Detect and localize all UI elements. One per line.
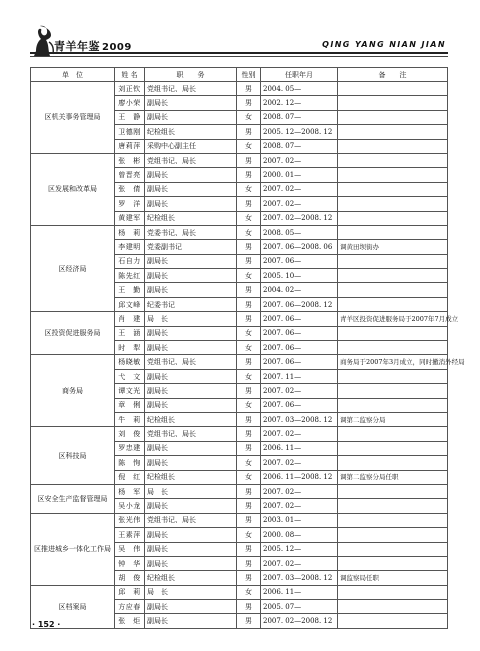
note (338, 384, 448, 398)
term-of-office: 2007. 02— (261, 484, 338, 498)
position: 党组书记、局长 (145, 153, 237, 167)
person-name: 牛 莉 (115, 412, 145, 426)
latin-title: QING YANG NIAN JIAN (322, 40, 446, 49)
note: 调监察局任职 (338, 571, 448, 585)
term-of-office: 2000. 01— (261, 168, 338, 182)
note: 调第二监察分局任职 (338, 470, 448, 484)
term-of-office: 2007. 02— (261, 384, 338, 398)
unit-name: 区投资促进服务局 (31, 312, 115, 355)
position: 副局长 (145, 326, 237, 340)
sex: 男 (237, 542, 261, 556)
term-of-office: 2008. 07— (261, 110, 338, 124)
term-of-office: 2007. 11— (261, 369, 338, 383)
unit-name: 区发展和改革局 (31, 153, 115, 225)
person-name: 杨 军 (115, 484, 145, 498)
note (338, 254, 448, 268)
sex: 男 (237, 125, 261, 139)
column-header-unit: 单 位 (31, 68, 115, 82)
term-of-office: 2005. 12—2008. 12 (261, 125, 338, 139)
table-row (31, 427, 448, 441)
term-of-office: 2007. 06— (261, 254, 338, 268)
note (338, 269, 448, 283)
note (338, 82, 448, 96)
sex: 男 (237, 484, 261, 498)
person-name: 邱文峰 (115, 297, 145, 311)
table-row (31, 82, 448, 96)
page-number: · 152 · (32, 620, 61, 629)
sex: 女 (237, 110, 261, 124)
person-name: 陈先红 (115, 269, 145, 283)
unit-name: 区经济局 (31, 225, 115, 311)
unit-name: 商务局 (31, 355, 115, 427)
person-name: 卫德刚 (115, 125, 145, 139)
person-name: 刘正钦 (115, 82, 145, 96)
sex: 男 (237, 283, 261, 297)
term-of-office: 2008. 05— (261, 225, 338, 239)
sex: 男 (237, 240, 261, 254)
sex: 女 (237, 398, 261, 412)
person-name: 张光伟 (115, 513, 145, 527)
position: 党组书记、局长 (145, 355, 237, 369)
position: 副局长 (145, 269, 237, 283)
table-header-row (31, 68, 448, 82)
sex: 男 (237, 153, 261, 167)
term-of-office: 2007. 06— (261, 326, 338, 340)
term-of-office: 2000. 08— (261, 528, 338, 542)
position: 副局长 (145, 441, 237, 455)
sex: 女 (237, 182, 261, 196)
sex: 男 (237, 82, 261, 96)
term-of-office: 2007. 02—2008. 12 (261, 211, 338, 225)
table-body (31, 82, 465, 629)
sex: 女 (237, 225, 261, 239)
position: 纪检组长 (145, 211, 237, 225)
sex: 男 (237, 571, 261, 585)
note (338, 398, 448, 412)
unit-name: 区科技局 (31, 427, 115, 485)
person-name: 王 勤 (115, 283, 145, 297)
note (338, 499, 448, 513)
sex: 男 (237, 427, 261, 441)
sex: 男 (237, 312, 261, 326)
person-name: 石自力 (115, 254, 145, 268)
logo-title: 青羊年鉴 (54, 40, 100, 53)
note (338, 153, 448, 167)
position: 党委书记、局长 (145, 225, 237, 239)
position: 副局长 (145, 197, 237, 211)
position: 党组书记、局长 (145, 82, 237, 96)
person-name: 罗 洋 (115, 197, 145, 211)
position: 副局长 (145, 398, 237, 412)
person-name: 邱 莉 (115, 585, 145, 599)
sex: 女 (237, 470, 261, 484)
term-of-office: 2006. 11— (261, 441, 338, 455)
person-name: 章 俐 (115, 398, 145, 412)
sex: 男 (237, 254, 261, 268)
note (338, 211, 448, 225)
person-name: 曾晋亮 (115, 168, 145, 182)
sex: 女 (237, 456, 261, 470)
sex: 男 (237, 499, 261, 513)
table-row (31, 312, 448, 326)
column-header-position: 职 务 (145, 68, 237, 82)
person-name: 杨晓敏 (115, 355, 145, 369)
note (338, 369, 448, 383)
sex: 男 (237, 556, 261, 570)
term-of-office: 2007. 02— (261, 153, 338, 167)
note (338, 441, 448, 455)
note (338, 125, 448, 139)
officials-roster-table (30, 67, 465, 629)
position: 纪检组长 (145, 571, 237, 585)
position: 采购中心副主任 (145, 139, 237, 153)
sex: 女 (237, 326, 261, 340)
note (338, 283, 448, 297)
person-name: 廖小荣 (115, 96, 145, 110)
position: 党组书记、局长 (145, 427, 237, 441)
column-header-name: 姓 名 (115, 68, 145, 82)
unit-name: 区档案局 (31, 585, 115, 628)
sex: 女 (237, 585, 261, 599)
term-of-office: 2005. 12— (261, 542, 338, 556)
sex: 男 (237, 384, 261, 398)
position: 副局长 (145, 96, 237, 110)
note (338, 197, 448, 211)
person-name: 陈 恂 (115, 456, 145, 470)
header-rule-thin (30, 56, 448, 57)
person-name: 杨 莉 (115, 225, 145, 239)
term-of-office: 2007. 02— (261, 456, 338, 470)
note (338, 96, 448, 110)
position: 副局长 (145, 384, 237, 398)
term-of-office: 2004. 02— (261, 283, 338, 297)
table-row (31, 225, 448, 239)
person-name: 时 犁 (115, 341, 145, 355)
sex: 女 (237, 369, 261, 383)
person-name: 谭文光 (115, 384, 145, 398)
note (338, 297, 448, 311)
position: 副局长 (145, 614, 237, 628)
person-name: 胡 俊 (115, 571, 145, 585)
sex: 男 (237, 412, 261, 426)
position: 副局长 (145, 254, 237, 268)
person-name: 张 倩 (115, 182, 145, 196)
term-of-office: 2007. 02—2008. 12 (261, 614, 338, 628)
term-of-office: 2007. 03—2008. 12 (261, 412, 338, 426)
sex: 男 (237, 600, 261, 614)
position: 局 长 (145, 484, 237, 498)
sex: 男 (237, 168, 261, 182)
position: 局 长 (145, 585, 237, 599)
term-of-office: 2007. 06— (261, 398, 338, 412)
term-of-office: 2003. 01— (261, 513, 338, 527)
position: 副局长 (145, 182, 237, 196)
position: 纪检组长 (145, 470, 237, 484)
person-name: 刘 俊 (115, 427, 145, 441)
term-of-office: 2005. 07— (261, 600, 338, 614)
note (338, 326, 448, 340)
table-row (31, 585, 448, 599)
table-row (31, 153, 448, 167)
note (338, 341, 448, 355)
note (338, 182, 448, 196)
person-name: 唐莉萍 (115, 139, 145, 153)
page-header (0, 0, 480, 70)
note: 调第二监察分局 (338, 412, 448, 426)
position: 副局长 (145, 110, 237, 124)
note (338, 513, 448, 527)
position: 党委副书记 (145, 240, 237, 254)
sex: 女 (237, 269, 261, 283)
term-of-office: 2007. 02— (261, 182, 338, 196)
table-row (31, 484, 448, 498)
person-name: 肖 建 (115, 312, 145, 326)
person-name: 王 静 (115, 110, 145, 124)
sex: 女 (237, 139, 261, 153)
sex: 男 (237, 197, 261, 211)
note (338, 110, 448, 124)
person-name: 黄建军 (115, 211, 145, 225)
position: 副局长 (145, 369, 237, 383)
note (338, 139, 448, 153)
person-name: 吴 伟 (115, 542, 145, 556)
term-of-office: 2007. 06— (261, 312, 338, 326)
person-name: 弋 文 (115, 369, 145, 383)
column-header-term: 任职年月 (261, 68, 338, 82)
note (338, 542, 448, 556)
note: 青羊区投资促进服务局于2007年7月成立 (338, 312, 448, 326)
term-of-office: 2006. 11— (261, 585, 338, 599)
note (338, 556, 448, 570)
position: 党组书记、局长 (145, 513, 237, 527)
note (338, 456, 448, 470)
term-of-office: 2007. 06— (261, 341, 338, 355)
position: 副局长 (145, 542, 237, 556)
note (338, 585, 448, 599)
unit-name: 区安全生产监督管理局 (31, 484, 115, 513)
sex: 男 (237, 441, 261, 455)
sex: 女 (237, 211, 261, 225)
person-name: 王素萍 (115, 528, 145, 542)
sex: 女 (237, 528, 261, 542)
person-name: 钟 华 (115, 556, 145, 570)
position: 副局长 (145, 528, 237, 542)
person-name: 倪 红 (115, 470, 145, 484)
sex: 男 (237, 297, 261, 311)
term-of-office: 2008. 07— (261, 139, 338, 153)
position: 副局长 (145, 456, 237, 470)
position: 副局长 (145, 499, 237, 513)
unit-name: 区推进城乡一体化工作局 (31, 513, 115, 585)
position: 纪委书记 (145, 297, 237, 311)
term-of-office: 2007. 03—2008. 12 (261, 571, 338, 585)
term-of-office: 2007. 02— (261, 499, 338, 513)
position: 副局长 (145, 341, 237, 355)
note (338, 427, 448, 441)
note (338, 528, 448, 542)
column-header-sex: 性别 (237, 68, 261, 82)
term-of-office: 2007. 02— (261, 427, 338, 441)
note: 调黄田坝街办 (338, 240, 448, 254)
term-of-office: 2004. 05— (261, 82, 338, 96)
note (338, 484, 448, 498)
person-name: 王 涵 (115, 326, 145, 340)
term-of-office: 2007. 02— (261, 197, 338, 211)
sex: 女 (237, 341, 261, 355)
term-of-office: 2005. 10— (261, 269, 338, 283)
note (338, 614, 448, 628)
sex: 男 (237, 513, 261, 527)
position: 副局长 (145, 283, 237, 297)
table-row (31, 355, 448, 369)
person-name: 张 彬 (115, 153, 145, 167)
note (338, 600, 448, 614)
person-name: 罗忠建 (115, 441, 145, 455)
position: 纪检组长 (145, 125, 237, 139)
note: 商务局于2007年3月成立，同时撤消外经局 (338, 355, 448, 369)
header-rule-thick (30, 52, 448, 54)
term-of-office: 2007. 06—2008. 12 (261, 297, 338, 311)
term-of-office: 2007. 06—2008. 06 (261, 240, 338, 254)
logo-year: 2009 (102, 42, 132, 53)
position: 副局长 (145, 168, 237, 182)
person-name: 吴小龙 (115, 499, 145, 513)
term-of-office: 2002. 12— (261, 96, 338, 110)
position: 局 长 (145, 312, 237, 326)
term-of-office: 2007. 06— (261, 355, 338, 369)
note (338, 225, 448, 239)
table-row (31, 513, 448, 527)
position: 副局长 (145, 600, 237, 614)
sex: 男 (237, 96, 261, 110)
position: 纪检组长 (145, 412, 237, 426)
person-name: 李建明 (115, 240, 145, 254)
term-of-office: 2006. 11—2008. 12 (261, 470, 338, 484)
note (338, 168, 448, 182)
term-of-office: 2007. 02— (261, 556, 338, 570)
person-name: 张 炬 (115, 614, 145, 628)
sex: 男 (237, 355, 261, 369)
person-name: 方应春 (115, 600, 145, 614)
position: 副局长 (145, 556, 237, 570)
sex: 男 (237, 614, 261, 628)
unit-name: 区机关事务管理局 (31, 82, 115, 154)
column-header-note: 备 注 (338, 68, 448, 82)
